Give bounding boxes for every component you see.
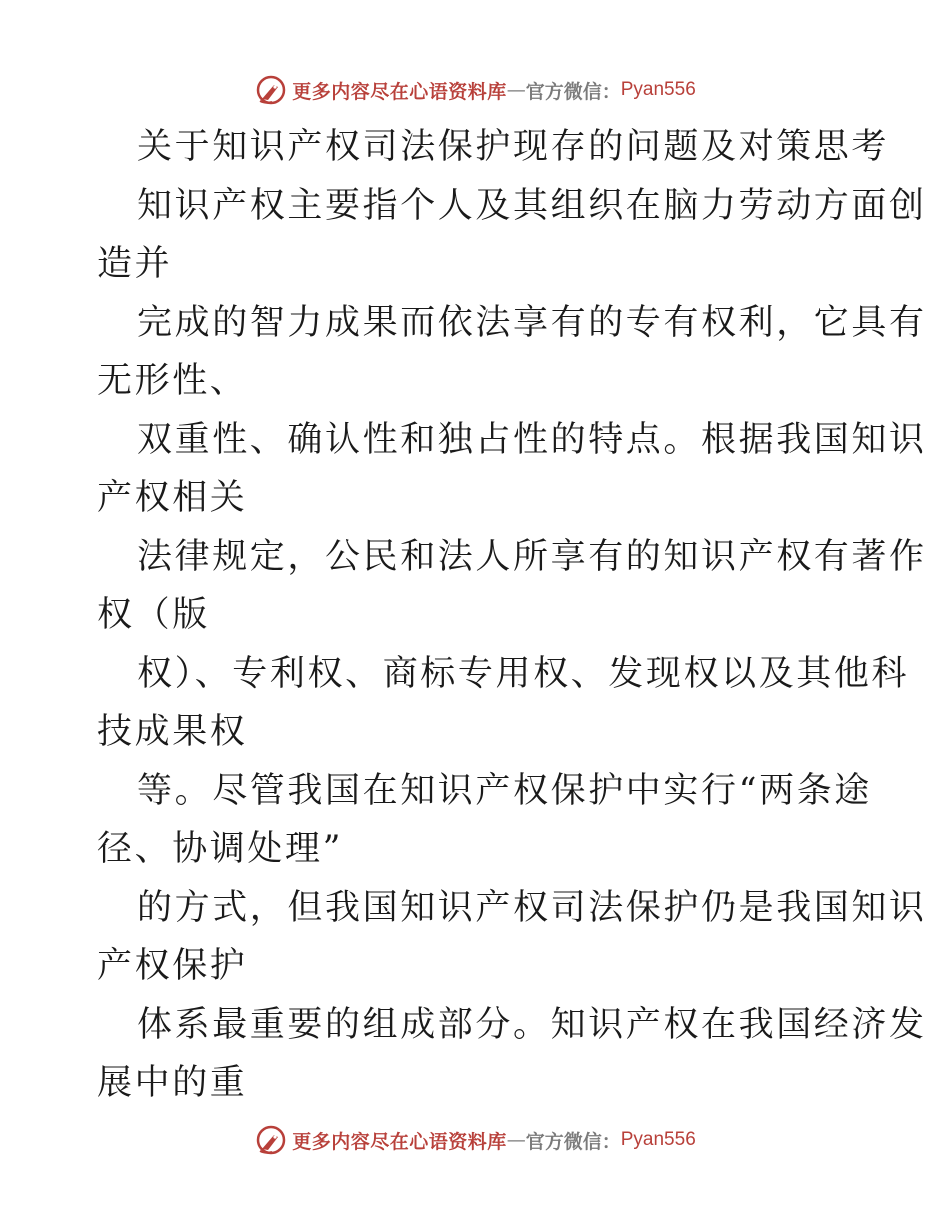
text-line: 体系最重要的组成部分。知识产权在我国经济发 (137, 1004, 927, 1045)
watermark-wechat-label: 官方微信： (525, 80, 621, 103)
text-line: 展中的重 (97, 1063, 248, 1103)
text-line: 知识产权主要指个人及其组织在脑力劳动方面创 (137, 185, 927, 226)
text-line: 无形性、 (97, 361, 248, 401)
pen-nib-logo-icon (254, 1123, 288, 1157)
watermark-wechat-id: Pyan556 (620, 79, 696, 100)
watermark-dash: — (506, 1129, 526, 1151)
watermark-wechat-label: 官方微信： (525, 1130, 621, 1153)
text-line: 造并 (97, 244, 173, 284)
text-line: 等。尽管我国在知识产权保护中实行“两条途 (137, 770, 872, 811)
text-line: 径、协调处理” (97, 829, 344, 869)
watermark-site-text: 更多内容尽在心语资料库 (292, 1130, 507, 1153)
watermark-site-text: 更多内容尽在心语资料库 (292, 80, 507, 103)
watermark-content (254, 73, 696, 107)
document-body (97, 118, 927, 1113)
text-line: 的方式，但我国知识产权司法保护仍是我国知识 (137, 887, 927, 928)
text-line: 权）、专利权、商标专用权、发现权以及其他科 (137, 653, 910, 694)
watermark-banner-bottom (0, 1120, 950, 1160)
text-line: 产权保护 (97, 946, 248, 986)
text-line: 权（版 (97, 595, 210, 635)
text-line: 法律规定，公民和法人所享有的知识产权有著作 (137, 536, 927, 577)
watermark-dash: — (506, 79, 526, 101)
pen-nib-logo-icon (254, 73, 288, 107)
document-title: 关于知识产权司法保护现存的问题及对策思考 (137, 127, 890, 167)
text-line: 产权相关 (97, 478, 248, 518)
text-line: 完成的智力成果而依法享有的专有权利，它具有 (137, 302, 927, 343)
text-line: 技成果权 (97, 712, 248, 752)
watermark-wechat-id: Pyan556 (620, 1129, 696, 1150)
text-line: 双重性、确认性和独占性的特点。根据我国知识 (137, 419, 927, 460)
watermark-banner-top (0, 70, 950, 110)
watermark-content (254, 1123, 696, 1157)
